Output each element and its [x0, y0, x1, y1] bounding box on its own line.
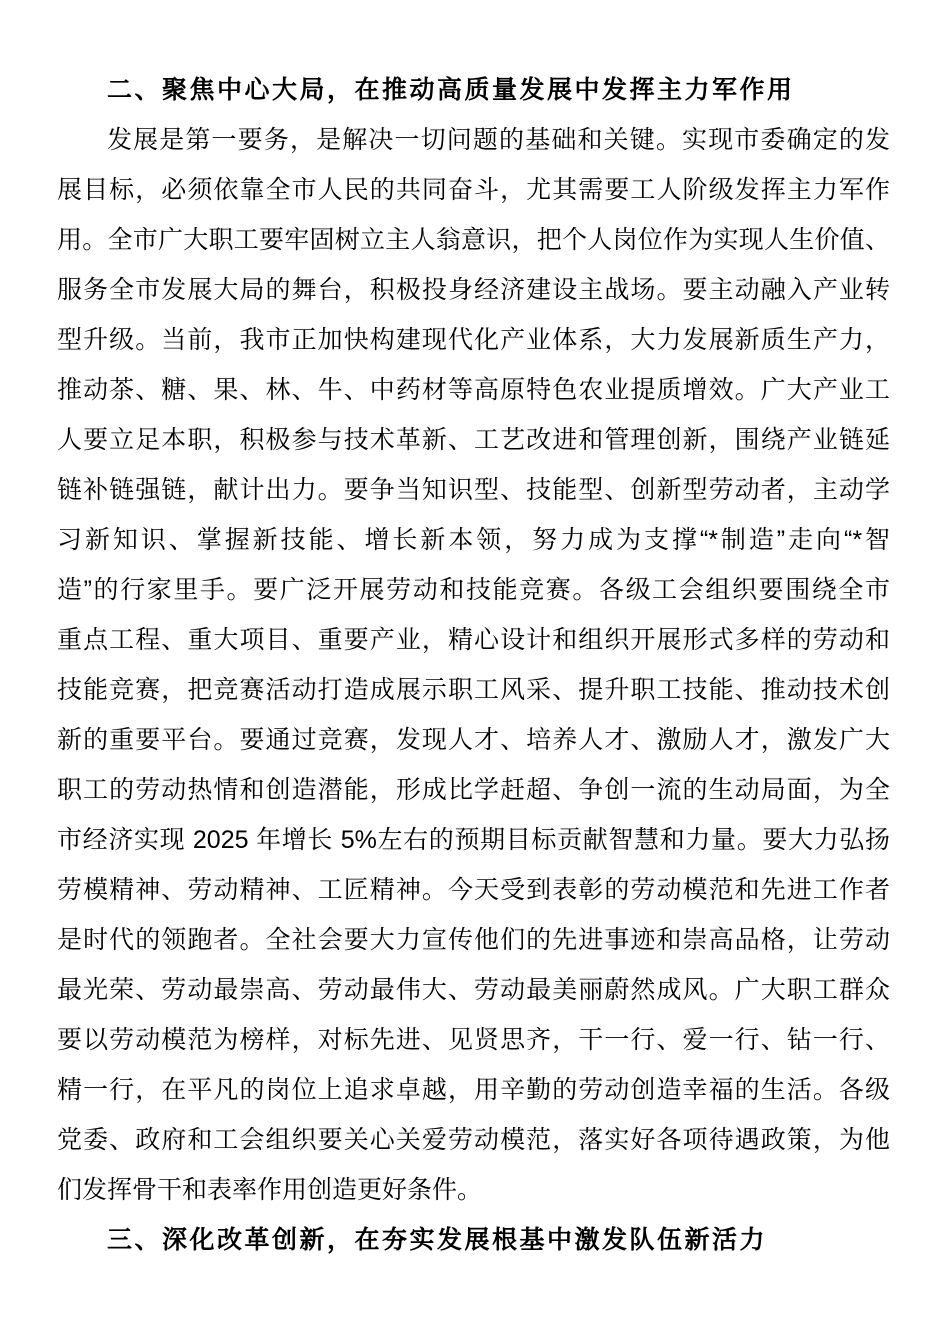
text-line: 劳模精神、劳动精神、工匠精神。今天受到表彰的劳动模范和先进工作者	[57, 876, 890, 904]
text-line: 推动茶、糖、果、林、牛、中药材等高原特色农业提质增效。广大产业工	[57, 376, 890, 404]
text-line: 市经济实现 2025 年增长 5%左右的预期目标贡献智慧和力量。要大力弘扬	[57, 826, 890, 854]
text-line: 是时代的领跑者。全社会要大力宣传他们的先进事迹和崇高品格，让劳动	[57, 926, 890, 954]
section-heading: 二、聚焦中心大局，在推动高质量发展中发挥主力军作用	[107, 76, 795, 104]
body-paragraph	[57, 115, 890, 1215]
text-line: 新的重要平台。要通过竞赛，发现人才、培养人才、激励人才，激发广大	[57, 726, 890, 754]
text-line: 展目标，必须依靠全市人民的共同奋斗，尤其需要工人阶级发挥主力军作	[57, 176, 890, 204]
text-line: 要以劳动模范为榜样，对标先进、见贤思齐，干一行、爱一行、钻一行、	[57, 1026, 890, 1054]
section-heading: 三、深化改革创新，在夯实发展根基中激发队伍新活力	[107, 1226, 768, 1254]
document-content	[57, 65, 890, 1265]
text-line: 链补链强链，献计出力。要争当知识型、技能型、创新型劳动者，主动学	[57, 476, 890, 504]
text-line: 人要立足本职，积极参与技术革新、工艺改进和管理创新，围绕产业链延	[57, 426, 890, 454]
text-line: 最光荣、劳动最崇高、劳动最伟大、劳动最美丽蔚然成风。广大职工群众	[57, 976, 890, 1004]
text-line: 习新知识、掌握新技能、增长新本领，努力成为支撑“*制造”走向“*智	[57, 526, 890, 554]
text-line: 服务全市发展大局的舞台，积极投身经济建设主战场。要主动融入产业转	[57, 276, 890, 304]
text-line: 技能竞赛，把竞赛活动打造成展示职工风采、提升职工技能、推动技术创	[57, 676, 890, 704]
text-line: 用。全市广大职工要牢固树立主人翁意识，把个人岗位作为实现人生价值、	[57, 226, 890, 254]
text-line: 型升级。当前，我市正加快构建现代化产业体系，大力发展新质生产力，	[57, 326, 890, 354]
text-line: 造”的行家里手。要广泛开展劳动和技能竞赛。各级工会组织要围绕全市	[57, 576, 890, 604]
text-line: 发展是第一要务，是解决一切问题的基础和关键。实现市委确定的发	[107, 126, 890, 154]
text-line: 职工的劳动热情和创造潜能，形成比学赶超、争创一流的生动局面，为全	[57, 776, 890, 804]
text-line: 重点工程、重大项目、重要产业，精心设计和组织开展形式多样的劳动和	[57, 626, 890, 654]
text-line: 党委、政府和工会组织要关心关爱劳动模范，落实好各项待遇政策，为他	[57, 1126, 890, 1154]
text-line: 们发挥骨干和表率作用创造更好条件。	[57, 1176, 483, 1204]
text-line: 精一行，在平凡的岗位上追求卓越，用辛勤的劳动创造幸福的生活。各级	[57, 1076, 890, 1104]
